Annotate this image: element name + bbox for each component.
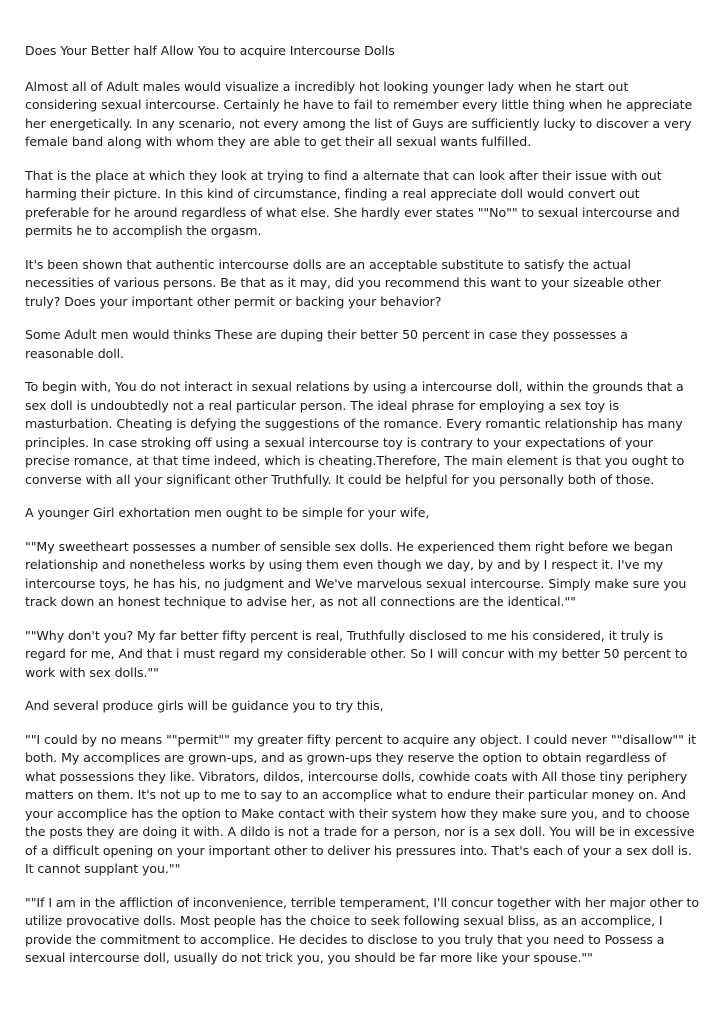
paragraph: To begin with, You do not interact in sexual relations by using a intercourse doll, within the grounds that a sex doll is undoubtedly not a real particular person. The ideal phrase for employing a sex toy is masturbation. Cheating is defying the suggestions of the romance. Every romantic relationship has many principles. In case stroking off using a sexual intercourse toy is contrary to your expectations of your precise romance, at that time indeed, which is cheating.Therefore, The main element is that you ought to converse with all your significant other Truthfully. It could be helpful for you personally both of those. <box>25 379 685 487</box>
paragraph: Some Adult men would thinks These are duping their better 50 percent in case they possesses a reasonable doll. <box>25 327 628 361</box>
paragraph: ""My sweetheart possesses a number of sensible sex dolls. He experienced them right before we began relationship and nonetheless works by using them even though we day, by and by I respect it. I've my intercourse toys, he has his, no judgment and We've marvelous sexual intercourse. Simply make sure you track down an honest technique to advise her, as not all connections are the identical."" <box>25 538 687 609</box>
paragraph: Almost all of Adult males would visualize a incredibly hot looking younger lady when he start out considering sexual intercourse. Certainly he have to fail to remember every little thing when he appreciate her energetically. In any scenario, not every among the list of Guys are sufficiently lucky to discover a very female band along with whom they are able to get their all sexual wants fulfilled. <box>25 78 693 149</box>
paragraph: A younger Girl exhortation men ought to be simple for your wife, <box>25 505 430 520</box>
paragraph: ""I could by no means ""permit"" my greater fifty percent to acquire any object. I could never ""disallow"" it both. My accomplices are grown-ups, and as grown-ups they reserve the option to obtain regardless of what possessions they like. Vibrators, dildos, intercourse dolls, cowhide coats with All those tiny periphery matters on them. It's not up to me to say to an accomplice what to endure their particular money on. And your accomplice has the option to Make contact with their system how they make sure you, and to choose the posts they are doing it with. A dildo is not a trade for a person, nor is a sex doll. You will be in excessive of a difficult opening on your important other to deliver his pressures into. That's each of your a sex doll is. It cannot supplant you."" <box>25 731 697 876</box>
document-page <box>25 42 699 983</box>
paragraph: ""Why don't you? My far better fifty percent is real, Truthfully disclosed to me his considered, it truly is regard for me, And that i must regard my considerable other. So I will concur with my better 50 percent to work with sex dolls."" <box>25 627 688 680</box>
paragraph: And several produce girls will be guidance you to try this, <box>25 698 384 713</box>
paragraph: ""If I am in the affliction of inconvenience, terrible temperament, I'll concur together with her major other to utilize provocative dolls. Most people has the choice to seek following sexual bliss, as an accomplice, I provide the commitment to accomplice. He decides to disclose to you truly that you need to Possess a sexual intercourse doll, usually do not trick you, you should be far more like your spouse."" <box>25 894 700 965</box>
document-title: Does Your Better half Allow You to acquire Intercourse Dolls <box>25 43 395 58</box>
paragraph: That is the place at which they look at trying to find a alternate that can look after their issue with out harming their picture. In this kind of circumstance, finding a real appreciate doll would convert out preferable for he around regardless of what else. She hardly ever states ""No"" to sexual intercourse and permits he to accomplish the orgasm. <box>25 167 680 238</box>
paragraph: It's been shown that authentic intercourse dolls are an acceptable substitute to satisfy the actual necessities of various persons. Be that as it may, did you recommend this want to your sizeable other truly? Does your important other permit or backing your behavior? <box>25 256 661 309</box>
